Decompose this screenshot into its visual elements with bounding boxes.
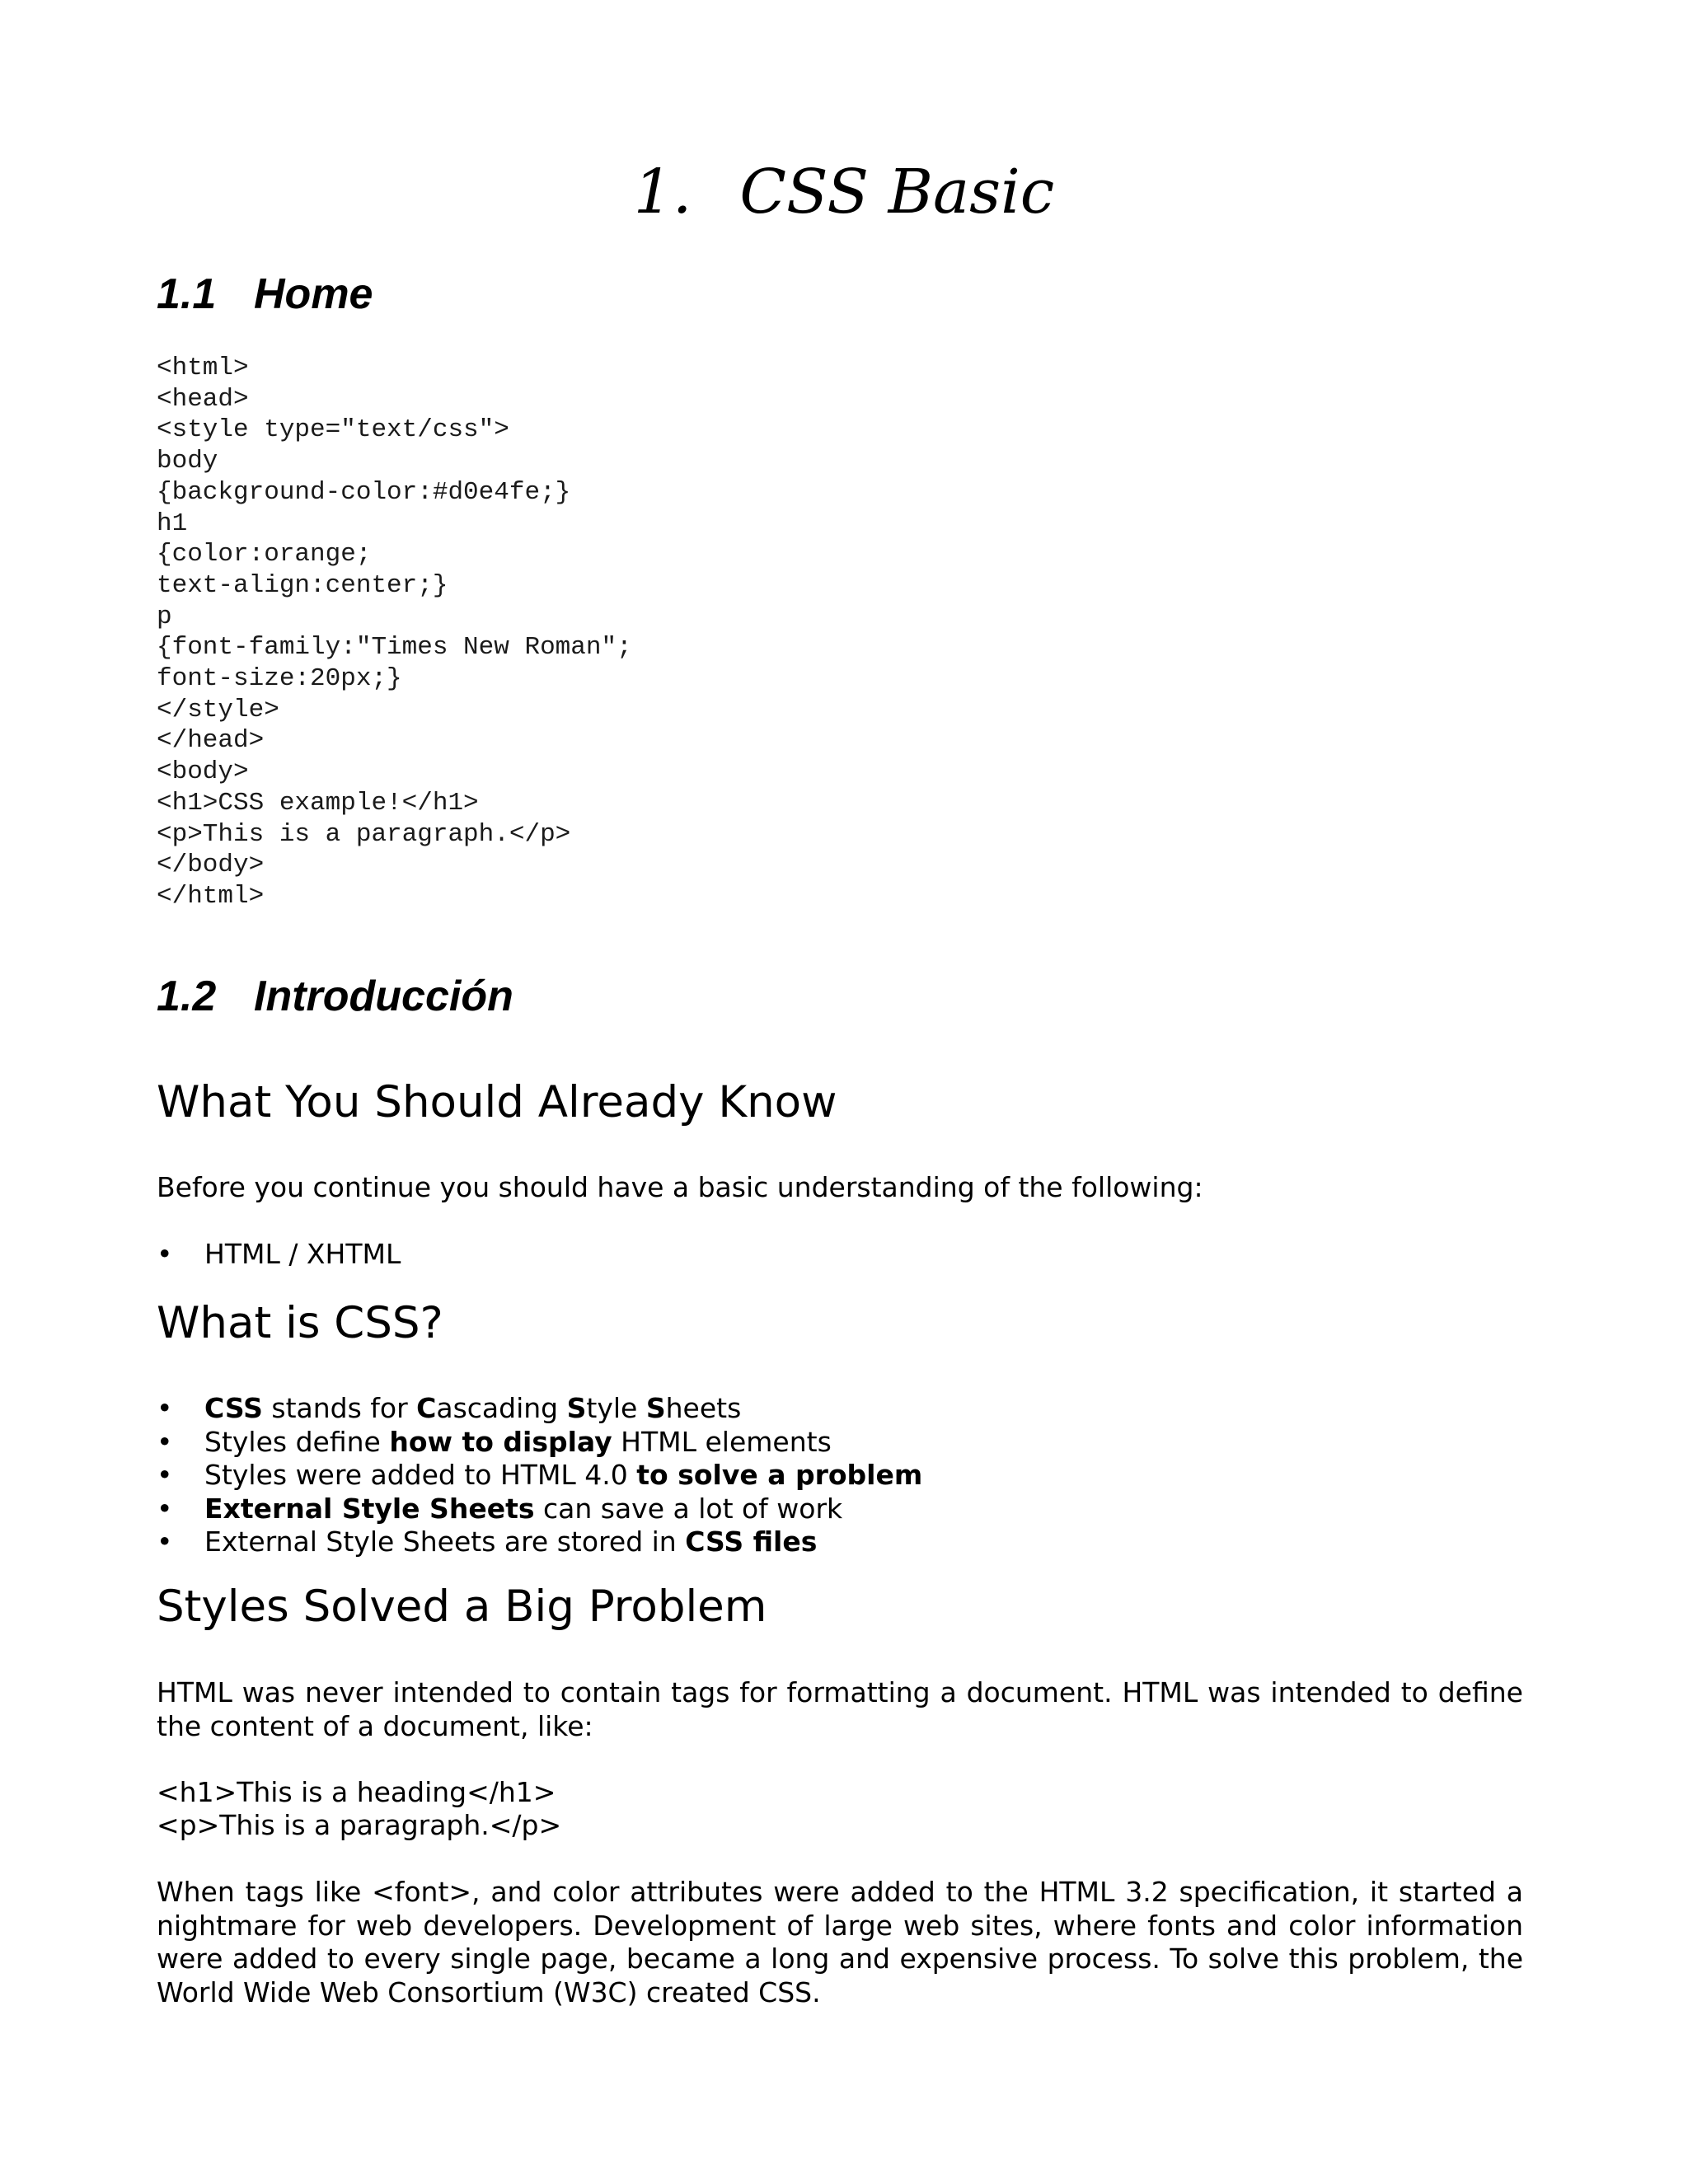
section-title: Introducción: [254, 972, 513, 1020]
section-title: Home: [254, 270, 373, 318]
list-item: • External Style Sheets can save a lot of work: [157, 1492, 843, 1525]
heading-styles-solved: Styles Solved a Big Problem: [157, 1582, 767, 1632]
example-heading-line: <h1>This is a heading</h1>: [157, 1776, 556, 1808]
section-number: 1.1: [157, 270, 217, 318]
chapter-title: [0, 155, 1688, 229]
chapter-title-text: CSS Basic: [739, 157, 1055, 227]
paragraph-html-intent: HTML was never intended to contain tags for formatting a document. HTML was intended to define the content of a document, like:: [157, 1676, 1523, 1742]
chapter-number: 1.: [633, 157, 692, 227]
prerequisites-list: [157, 1238, 401, 1272]
heading-what-you-should-know: What You Should Already Know: [157, 1077, 837, 1127]
paragraph-css-history: When tags like <font>, and color attributes were added to the HTML 3.2 specification, it started a nightmare for web developers. Development of large web sites, where fonts and color information were added to every single page, became a long and expensive process. To solve this problem, the World Wide Web Consortium (W3C) created CSS.: [157, 1876, 1523, 2008]
list-item: • Styles define how to display HTML elements: [157, 1425, 832, 1458]
list-item: • External Style Sheets are stored in CSS files: [157, 1526, 818, 1558]
bullet-icon: •: [157, 1238, 173, 1270]
paragraph-prerequisites: Before you continue you should have a basic understanding of the following:: [157, 1171, 1203, 1203]
bullet-icon: •: [157, 1492, 173, 1525]
list-item: • CSS stands for Cascading Style Sheets: [157, 1392, 742, 1424]
list-item: • Styles were added to HTML 4.0 to solve a problem: [157, 1459, 923, 1491]
bullet-icon: •: [157, 1526, 173, 1558]
section-heading-home: [157, 268, 373, 321]
bullet-icon: •: [157, 1392, 173, 1424]
css-facts-list: [157, 1392, 922, 1559]
bullet-icon: •: [157, 1459, 173, 1491]
example-paragraph-line: <p>This is a paragraph.</p>: [157, 1809, 562, 1841]
section-number: 1.2: [157, 972, 217, 1020]
heading-what-is-css: What is CSS?: [157, 1298, 443, 1348]
section-heading-introduccion: [157, 970, 513, 1023]
bullet-icon: •: [157, 1425, 173, 1458]
html-code-example: <html> <head> <style type="text/css"> body {background-color:#d0e4fe;} h1 {color:orange; text-align:center;} p {font-family:"Times New Roman"; font-size:20px;} </style> </head> <body> <h1>CSS example!</h1> <p>This is a paragraph.</p> </body> </html>: [157, 354, 632, 911]
list-item: • HTML / XHTML: [157, 1238, 401, 1270]
